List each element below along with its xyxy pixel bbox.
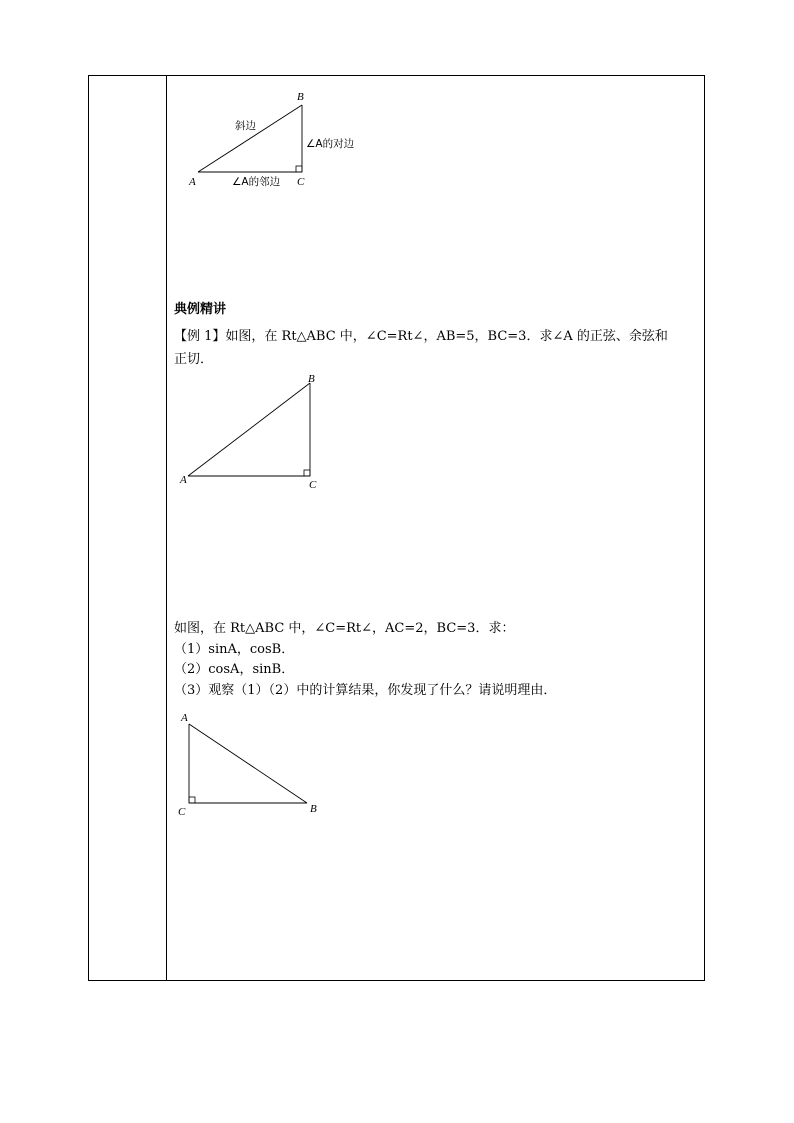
vertex-a-label: A (189, 176, 196, 188)
table-frame (88, 75, 705, 981)
exercise-triangle-figure (174, 708, 334, 823)
figure-sides-triangle (180, 88, 380, 193)
example1-triangle-figure (176, 368, 336, 493)
vertex-c-label: C (297, 176, 305, 188)
example1-text-line1: 【例 1】如图，在 Rt△ABC 中，∠C=Rt∠，AB=5，BC=3．求∠A 的正弦、余弦和 (174, 329, 668, 344)
column-divider (166, 75, 167, 981)
vertex-b-label: B (297, 91, 304, 103)
exercise-intro: 如图，在 Rt△ABC 中，∠C=Rt∠，AC=2，BC=3．求： (174, 621, 515, 636)
vertex-b-label: B (308, 373, 315, 385)
example1-text-line2: 正切． (174, 352, 214, 367)
vertex-a-label: A (180, 474, 187, 486)
right-angle-mark (189, 797, 195, 803)
right-angle-mark (296, 166, 302, 172)
vertex-c-label: C (309, 479, 317, 491)
side-ab (188, 383, 310, 476)
right-angle-mark (304, 470, 310, 476)
vertex-a-label: A (181, 712, 188, 724)
section-heading: 典例精讲 (174, 302, 227, 317)
hypotenuse-label: 斜边 (235, 120, 256, 132)
opposite-side-label: ∠A的对边 (306, 138, 355, 150)
side-ab (189, 724, 307, 803)
exercise-item-2: （2）cosA，sinB． (174, 662, 295, 677)
exercise-item-3: （3）观察（1）（2）中的计算结果，你发现了什么？请说明理由． (174, 683, 557, 698)
vertex-c-label: C (178, 806, 186, 818)
adjacent-side-label: ∠A的邻边 (232, 176, 281, 188)
vertex-b-label: B (310, 803, 317, 815)
exercise-item-1: （1）sinA，cosB． (174, 642, 295, 657)
hypotenuse-line (198, 105, 302, 172)
